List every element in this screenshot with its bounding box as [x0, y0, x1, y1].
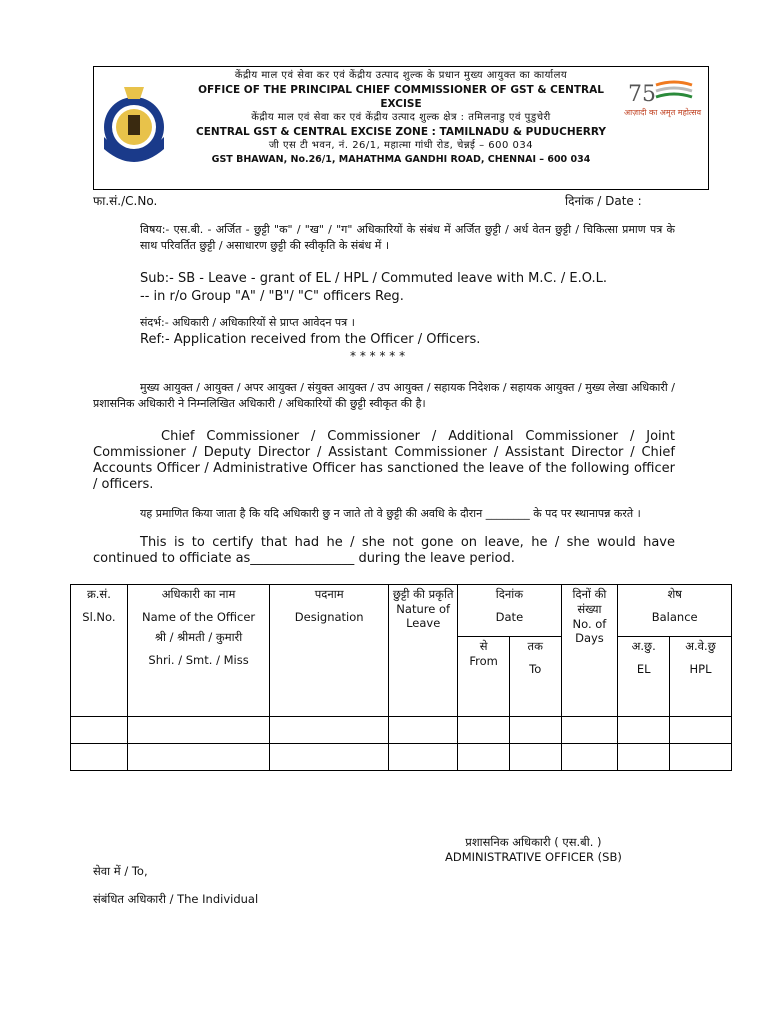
logo-number: 75 — [628, 82, 656, 107]
table-cell — [458, 717, 510, 744]
signature-hindi: प्रशासनिक अधिकारी ( एस.बी. ) — [465, 835, 602, 849]
address-hindi: जी एस टी भवन, नं. 26/1, महात्मा गांधी रोड, चेन्नई – 600 034 — [268, 140, 534, 151]
col-name-hi: अधिकारी का नाम — [161, 587, 236, 601]
col-from — [458, 637, 510, 717]
table-cell — [669, 717, 731, 744]
subject-english-line2: -- in r/o Group "A" / "B"/ "C" officers Reg. — [140, 289, 404, 304]
addressee-to: सेवा में / To, — [93, 864, 148, 878]
col-from-en: From — [469, 654, 498, 668]
body-hindi: मुख्य आयुक्त / आयुक्त / अपर आयुक्त / संयुक्त आयुक्त / उप आयुक्त / सहायक निदेशक / सहायक आयुक्त / मुख्य लेखा अधिकारी / प्रशासनिक अधिकारी ने निम्नलिखित अधिकारी / अधिकारियों की छुट्टी स्वीकृत की है। — [93, 381, 675, 410]
col-el-en: EL — [636, 662, 651, 676]
col-days — [561, 585, 618, 717]
zone-title-english: CENTRAL GST & CENTRAL EXCISE ZONE : TAMILNADU & PUDUCHERRY — [196, 126, 606, 138]
subject-english-line1: Sub:- SB - Leave - grant of EL / HPL / Commuted leave with M.C. / E.O.L. — [140, 271, 607, 286]
reference-english: Ref:- Application received from the Officer / Officers. — [140, 332, 481, 347]
separator-stars: * * * * * * — [350, 349, 406, 363]
table-cell — [71, 744, 128, 771]
col-name-en: Name of the Officer — [141, 610, 256, 624]
logo-text: आज़ादी का अमृत महोत्सव — [624, 108, 702, 117]
col-hpl-hi: अ.वे.छु — [685, 639, 716, 653]
col-days-hi: दिनों की संख्या — [572, 587, 607, 616]
col-days-en: No. of Days — [572, 617, 607, 645]
table-cell — [509, 717, 561, 744]
department-emblem-icon — [94, 67, 174, 189]
col-slno-en: Sl.No. — [82, 610, 116, 624]
table-cell — [71, 717, 128, 744]
col-name-hon-hi: श्री / श्रीमती / कुमारी — [154, 630, 243, 644]
col-slno-hi: क्र.सं. — [86, 587, 111, 601]
office-title-hindi: केंद्रीय माल एवं सेवा कर एवं केंद्रीय उत्पाद शुल्क के प्रधान मुख्य आयुक्त का कार्यालय — [234, 70, 568, 81]
col-slno — [71, 585, 128, 717]
table-cell — [509, 744, 561, 771]
table-cell — [561, 717, 618, 744]
date-field: दिनांक / Date : — [565, 194, 642, 208]
office-title-english: OFFICE OF THE PRINCIPAL CHIEF COMMISSIONER OF GST & CENTRAL EXCISE — [198, 84, 604, 110]
certify-hindi: यह प्रमाणित किया जाता है कि यदि अधिकारी छु न जाते तो वे छुट्टी की अवधि के दौरान ________ के पद पर स्थानापन्न करते । — [140, 507, 641, 520]
col-el — [618, 637, 670, 717]
col-from-hi: से — [479, 639, 488, 653]
col-nature-en: Nature of Leave — [396, 602, 451, 630]
table-cell — [127, 717, 270, 744]
body-english: Chief Commissioner / Commissioner / Additional Commissioner / Joint Commissioner / Deputy Director / Assistant Commissioner / Assistant Director / Chief Accounts Officer / Administrative Officer has sanctioned the leave of the following officer / officers. — [93, 429, 675, 492]
addressee-individual: संबंधित अधिकारी / The Individual — [93, 892, 259, 906]
col-date-en: Date — [495, 610, 524, 624]
table-cell — [458, 744, 510, 771]
table-cell — [389, 744, 458, 771]
zone-title-hindi: केंद्रीय माल एवं सेवा कर एवं केंद्रीय उत्पाद शुल्क क्षेत्र : तमिलनाडु एवं पुडुचेरी — [251, 112, 551, 123]
subject-hindi: विषय:- एस.बी. - अर्जित - छुट्टी "क" / "ख" / "ग" अधिकारियों के संबंध में अर्जित छुट्टी / अर्ध वेतन छुट्टी / चिकित्सा प्रमाण पत्र के साथ परिवर्तित छुट्टी / असाधारण छुट्टी की स्वीकृति के संबंध में । — [140, 223, 675, 252]
col-hpl — [669, 637, 731, 717]
table-cell — [270, 744, 389, 771]
certify-english: This is to certify that had he / she not gone on leave, he / she would have continued to officiate as________________ during the leave period. — [93, 535, 675, 566]
col-balance-en: Balance — [651, 610, 698, 624]
letterhead-text — [178, 69, 624, 167]
table-cell — [618, 744, 670, 771]
address-english: GST BHAWAN, No.26/1, MAHATHMA GANDHI ROAD, CHENNAI – 600 034 — [211, 154, 591, 165]
col-to-hi: तक — [527, 639, 543, 653]
table-cell — [669, 744, 731, 771]
signature-english: ADMINISTRATIVE OFFICER (SB) — [445, 850, 622, 864]
col-designation-en: Designation — [294, 610, 364, 624]
file-number: फा.सं./C.No. — [93, 194, 158, 208]
table-row — [71, 744, 732, 771]
col-to-en: To — [529, 662, 542, 676]
col-balance-hi: शेष — [667, 587, 682, 601]
col-el-hi: अ.छु. — [631, 639, 656, 653]
reference-hindi: संदर्भ:- अधिकारी / अधिकारियों से प्राप्त आवेदन पत्र । — [140, 316, 355, 329]
col-to — [509, 637, 561, 717]
col-nature-hi: छुट्टी की प्रकृति — [392, 587, 454, 601]
col-date — [458, 585, 561, 637]
col-nature — [389, 585, 458, 717]
col-hpl-en: HPL — [689, 662, 712, 676]
table-cell — [389, 717, 458, 744]
azadi-ka-amrit-mahotsav-logo-icon — [622, 67, 708, 189]
table-cell — [618, 717, 670, 744]
col-balance — [618, 585, 732, 637]
table-cell — [561, 744, 618, 771]
col-designation — [270, 585, 389, 717]
table-row — [71, 717, 732, 744]
col-name — [127, 585, 270, 717]
table-cell — [127, 744, 270, 771]
letterhead — [93, 66, 709, 190]
signature-block — [445, 835, 622, 865]
col-date-hi: दिनांक — [495, 587, 524, 601]
leave-table — [70, 584, 732, 771]
col-name-hon-en: Shri. / Smt. / Miss — [148, 653, 249, 667]
table-cell — [270, 717, 389, 744]
col-designation-hi: पदनाम — [314, 587, 344, 601]
